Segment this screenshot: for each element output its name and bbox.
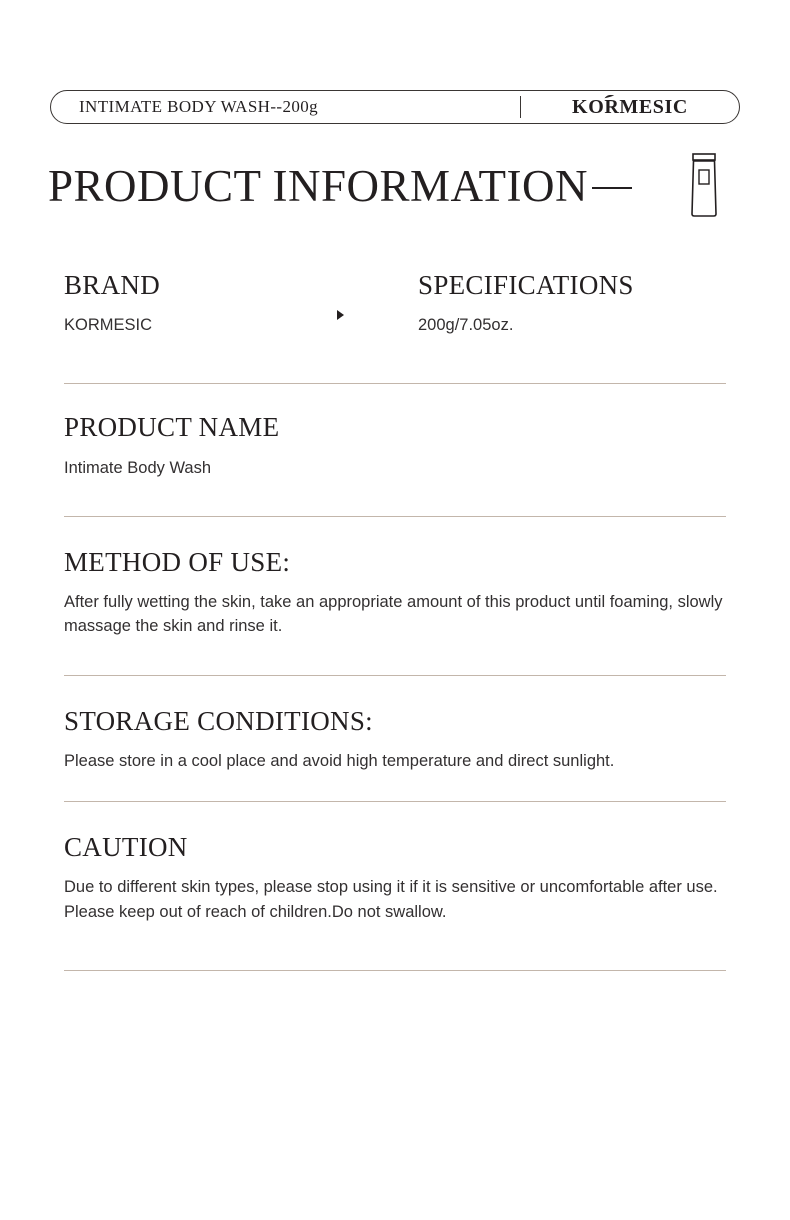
caution-label: CAUTION	[64, 832, 188, 863]
product-name-block	[64, 412, 726, 479]
page-title: PRODUCT INFORMATION	[48, 160, 588, 211]
storage-conditions-block	[64, 706, 726, 773]
product-line-label: INTIMATE BODY WASH--200g	[79, 97, 319, 116]
divider-rule	[64, 801, 726, 802]
divider-rule	[64, 675, 726, 676]
arrow-marker-icon	[337, 310, 344, 320]
tube-bottle-icon	[682, 152, 726, 218]
product-name-label: PRODUCT NAME	[64, 412, 280, 443]
storage-conditions-value: Please store in a cool place and avoid high temperature and direct sunlight.	[64, 751, 615, 770]
spacer	[64, 676, 726, 706]
method-of-use-label: METHOD OF USE:	[64, 546, 291, 577]
brand-label: BRAND	[64, 270, 161, 300]
spacer	[64, 773, 726, 801]
brand-value: KORMESIC	[64, 316, 153, 335]
method-of-use-value: After fully wetting the skin, take an appropriate amount of this product until foaming, slowly massage the skin and rinse it.	[64, 592, 723, 636]
caution-value: Due to different skin types, please stop using it if it is sensitive or uncomfortable after use. Please keep out of reach of children.Do not swallow.	[64, 878, 718, 921]
specifications-block	[395, 270, 726, 337]
brand-block	[64, 270, 395, 337]
spacer	[64, 802, 726, 832]
specifications-label: SPECIFICATIONS	[418, 270, 634, 300]
storage-conditions-label: STORAGE CONDITIONS:	[64, 705, 373, 736]
spacer	[64, 384, 726, 412]
page-title-row	[48, 150, 742, 222]
divider-rule	[64, 516, 726, 517]
method-of-use-block	[64, 547, 726, 639]
spacer	[64, 639, 726, 675]
spacer	[64, 924, 726, 970]
product-name-value: Intimate Body Wash	[64, 458, 212, 477]
divider-rule	[64, 383, 726, 384]
spacer	[64, 517, 726, 547]
caution-block	[64, 832, 726, 924]
information-sections	[64, 270, 726, 971]
spacer	[64, 480, 726, 516]
title-dash	[592, 187, 632, 189]
header-pill	[50, 90, 740, 124]
specifications-value: 200g/7.05oz.	[418, 316, 514, 335]
spacer	[64, 337, 726, 383]
brand-spec-row	[64, 270, 726, 337]
brand-logo	[521, 96, 739, 119]
divider-rule	[64, 970, 726, 971]
brand-logo-text: KORMESIC	[572, 95, 688, 118]
